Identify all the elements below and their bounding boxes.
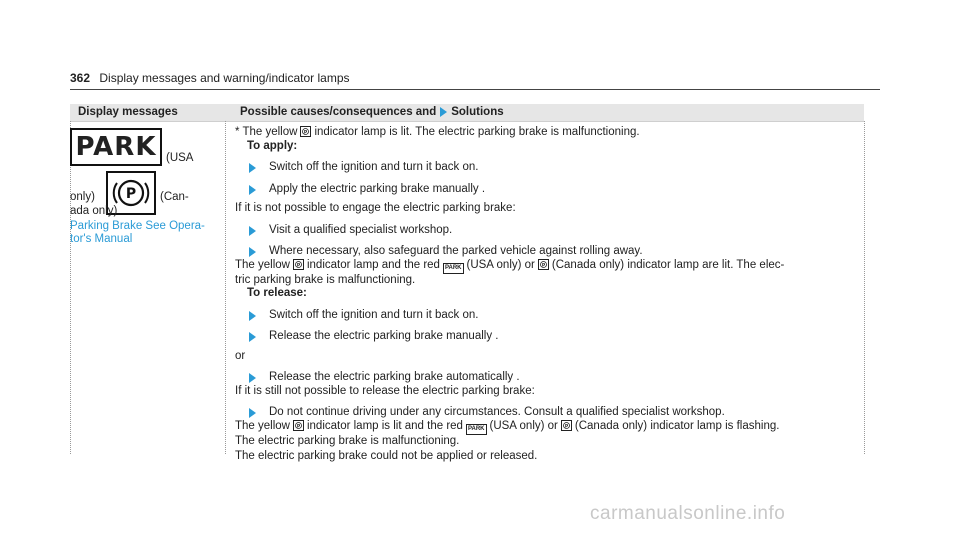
arrow-icon xyxy=(249,226,256,236)
table-right-border xyxy=(864,121,865,454)
header-causes-label: Possible causes/consequences and xyxy=(240,106,437,118)
list-item xyxy=(235,183,855,197)
content-line xyxy=(235,420,855,435)
arrow-icon xyxy=(249,408,256,418)
page-header xyxy=(70,71,350,85)
text: Where necessary, also safeguard the parked vehicle against rolling away. xyxy=(269,245,643,257)
list-item xyxy=(235,330,855,344)
park-lamp-icon: PARK xyxy=(443,263,464,274)
content-line xyxy=(235,259,855,274)
content-line: or xyxy=(235,349,246,362)
link-line-1[interactable]: Parking Brake See Opera- xyxy=(70,220,205,232)
to-apply-heading: To apply: xyxy=(247,139,298,152)
text: indicator lamp is lit. The electric parking brake is malfunctioning. xyxy=(314,126,640,138)
header-causes xyxy=(240,106,504,118)
parking-brake-p-icon xyxy=(300,126,311,137)
text: Switch off the ignition and turn it back on. xyxy=(269,308,479,321)
parking-brake-p-icon xyxy=(538,259,549,270)
arrow-icon xyxy=(249,373,256,383)
text: Release the electric parking brake automatically . xyxy=(269,371,520,383)
content-line: tric parking brake is malfunctioning. xyxy=(235,273,416,286)
text: (Canada only) indicator lamp is flashing. xyxy=(574,419,780,432)
column-divider xyxy=(225,121,226,454)
list-item xyxy=(235,161,855,175)
text: Apply the electric parking brake manually . xyxy=(269,182,486,195)
svg-text:P: P xyxy=(541,262,546,268)
operators-manual-link[interactable] xyxy=(70,220,220,246)
text: indicator lamp is lit and the red xyxy=(306,419,463,432)
messages-table xyxy=(70,104,864,462)
parking-brake-p-icon xyxy=(293,420,304,431)
content-line: The electric parking brake is malfunctioning. xyxy=(235,434,460,447)
canada-label: (Can- xyxy=(160,191,189,203)
content-line: If it is not possible to engage the electric parking brake: xyxy=(235,202,516,214)
list-item xyxy=(235,245,855,259)
parking-brake-p-icon xyxy=(293,259,304,270)
svg-text:P: P xyxy=(304,130,308,136)
canada-only-label: ada only) xyxy=(70,205,118,217)
table-left-border xyxy=(70,121,71,454)
list-item xyxy=(235,406,855,420)
text: (USA only) or xyxy=(466,258,535,271)
text: Visit a qualified specialist workshop. xyxy=(269,223,453,236)
solutions-cell xyxy=(235,126,855,464)
arrow-icon xyxy=(249,332,256,342)
svg-text:P: P xyxy=(564,423,569,429)
svg-text:P: P xyxy=(125,186,137,202)
park-lamp-icon: PARK xyxy=(466,424,487,435)
content-line xyxy=(235,126,855,140)
header-rule xyxy=(70,89,880,90)
svg-text:P: P xyxy=(296,423,301,429)
content-line: If it is still not possible to release the electric parking brake: xyxy=(235,384,535,397)
text: (USA only) or xyxy=(489,419,558,432)
text: Release the electric parking brake manually . xyxy=(269,330,499,342)
park-lamp-icon: PARK xyxy=(70,128,162,166)
usa-label: (USA xyxy=(166,152,194,164)
text: * The yellow xyxy=(235,126,298,138)
page-title: Display messages and warning/indicator lamps xyxy=(99,71,350,85)
arrow-icon xyxy=(249,185,256,195)
text: (Canada only) indicator lamp are lit. The elec- xyxy=(551,258,785,271)
list-item xyxy=(235,309,855,323)
parking-brake-p-icon xyxy=(561,420,572,431)
watermark: carmanualsonline.info xyxy=(590,503,786,524)
list-item xyxy=(235,371,855,385)
only-label: only) xyxy=(70,191,95,203)
header-display-messages: Display messages xyxy=(78,106,178,118)
text: The yellow xyxy=(235,419,290,432)
svg-text:P: P xyxy=(296,262,301,268)
arrow-icon xyxy=(249,163,256,173)
table-header xyxy=(70,104,864,122)
header-solutions-label: Solutions xyxy=(451,106,504,118)
content-line: The electric parking brake could not be applied or released. xyxy=(235,450,538,462)
arrow-icon xyxy=(249,247,256,257)
text: Switch off the ignition and turn it back on. xyxy=(269,161,479,173)
to-release-heading: To release: xyxy=(247,287,307,299)
text: Do not continue driving under any circumstances. Consult a qualified specialist workshop. xyxy=(269,406,725,418)
page-number: 362 xyxy=(70,71,91,85)
solutions-arrow-icon xyxy=(440,107,447,117)
link-line-2[interactable]: tor's Manual xyxy=(70,233,133,245)
arrow-icon xyxy=(249,311,256,321)
list-item xyxy=(235,224,855,238)
text: indicator lamp and the red xyxy=(306,258,440,271)
text: The yellow xyxy=(235,258,290,271)
